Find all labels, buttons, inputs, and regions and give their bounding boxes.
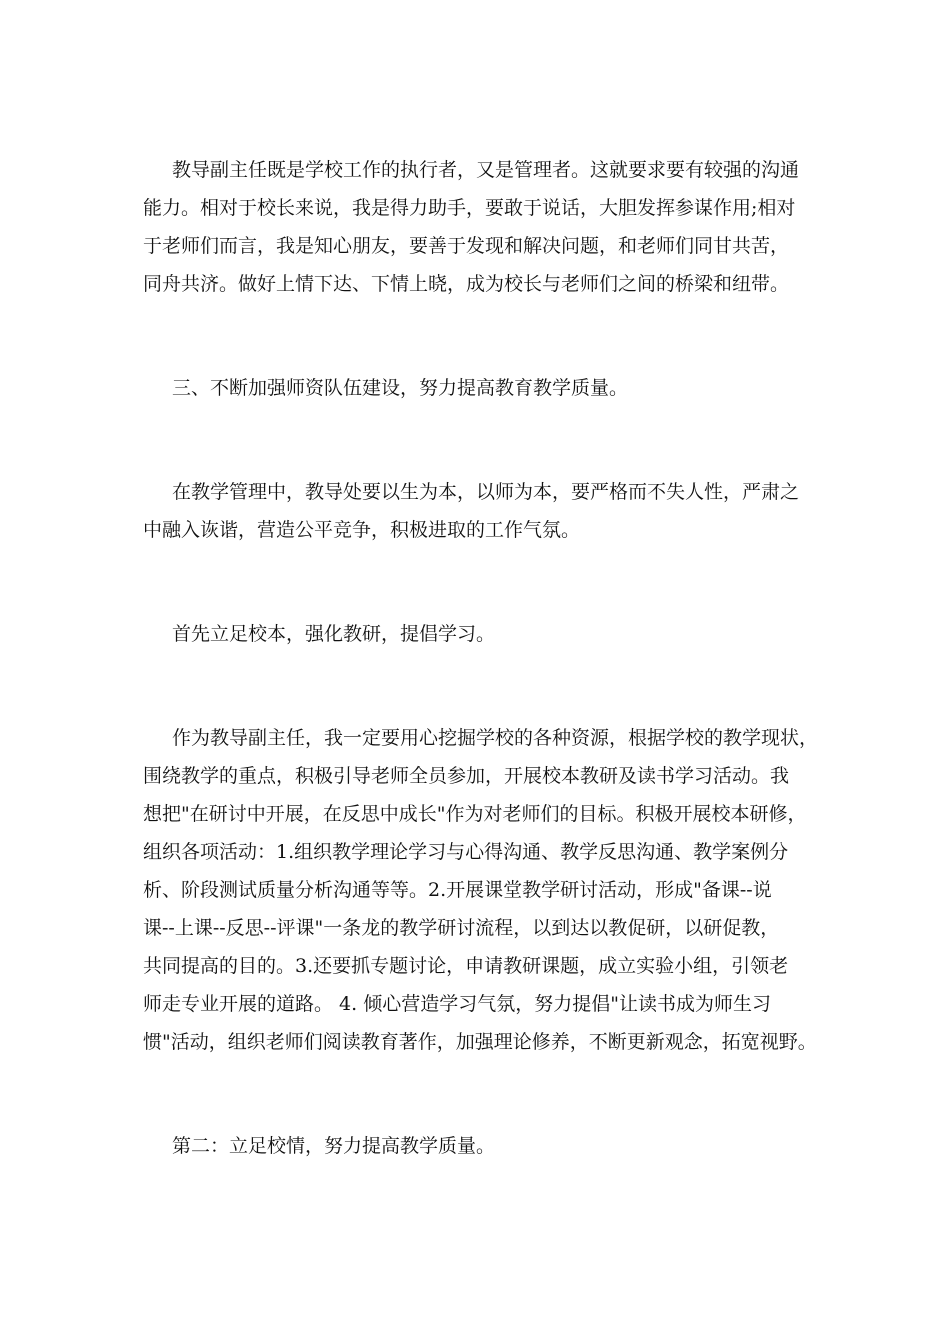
text-line: 同舟共济。做好上情下达、下情上晓，成为校长与老师们之间的桥梁和纽带。 — [143, 273, 790, 295]
text-line: 课--上课--反思--评课"一条龙的教学研讨流程，以到达以教促研，以研促教， — [143, 917, 780, 939]
subheading: 首先立足校本，强化教研，提倡学习。 — [172, 623, 496, 645]
text-line: 在教学管理中，教导处要以生为本，以师为本，要严格而不失人性，严肃之 — [172, 481, 800, 503]
text-line: 于老师们而言，我是知心朋友，要善于发现和解决问题，和老师们同甘共苦， — [143, 235, 790, 257]
text-line: 能力。相对于校长来说，我是得力助手，要敢于说话，大胆发挥参谋作用;相对 — [143, 197, 796, 219]
text-line: 教导副主任既是学校工作的执行者，又是管理者。这就要求要有较强的沟通 — [172, 159, 800, 181]
text-line: 组织各项活动：1.组织教学理论学习与心得沟通、教学反思沟通、教学案例分 — [143, 841, 789, 863]
text-line: 惯"活动，组织老师们阅读教育著作，加强理论修养，不断更新观念，拓宽视野。 — [143, 1031, 817, 1053]
subheading: 第二：立足校情，努力提高教学质量。 — [172, 1135, 496, 1157]
text-line: 师走专业开展的道路。 4. 倾心营造学习气氛，努力提倡"让读书成为师生习 — [143, 993, 771, 1015]
text-line: 作为教导副主任，我一定要用心挖掘学校的各种资源，根据学校的教学现状， — [172, 727, 819, 749]
section-heading: 三、不断加强师资队伍建设，努力提高教育教学质量。 — [172, 377, 629, 399]
text-line: 想把"在研讨中开展，在反思中成长"作为对老师们的目标。积极开展校本研修， — [143, 803, 807, 825]
text-line: 中融入诙谐，营造公平竞争，积极进取的工作气氛。 — [143, 519, 581, 541]
text-line: 围绕教学的重点，积极引导老师全员参加，开展校本教研及读书学习活动。我 — [143, 765, 790, 787]
text-line: 共同提高的目的。3.还要抓专题讨论，申请教研课题，成立实验小组，引领老 — [143, 955, 789, 977]
text-line: 析、阶段测试质量分析沟通等等。2.开展课堂教学研讨活动，形成"备课--说 — [143, 879, 772, 901]
